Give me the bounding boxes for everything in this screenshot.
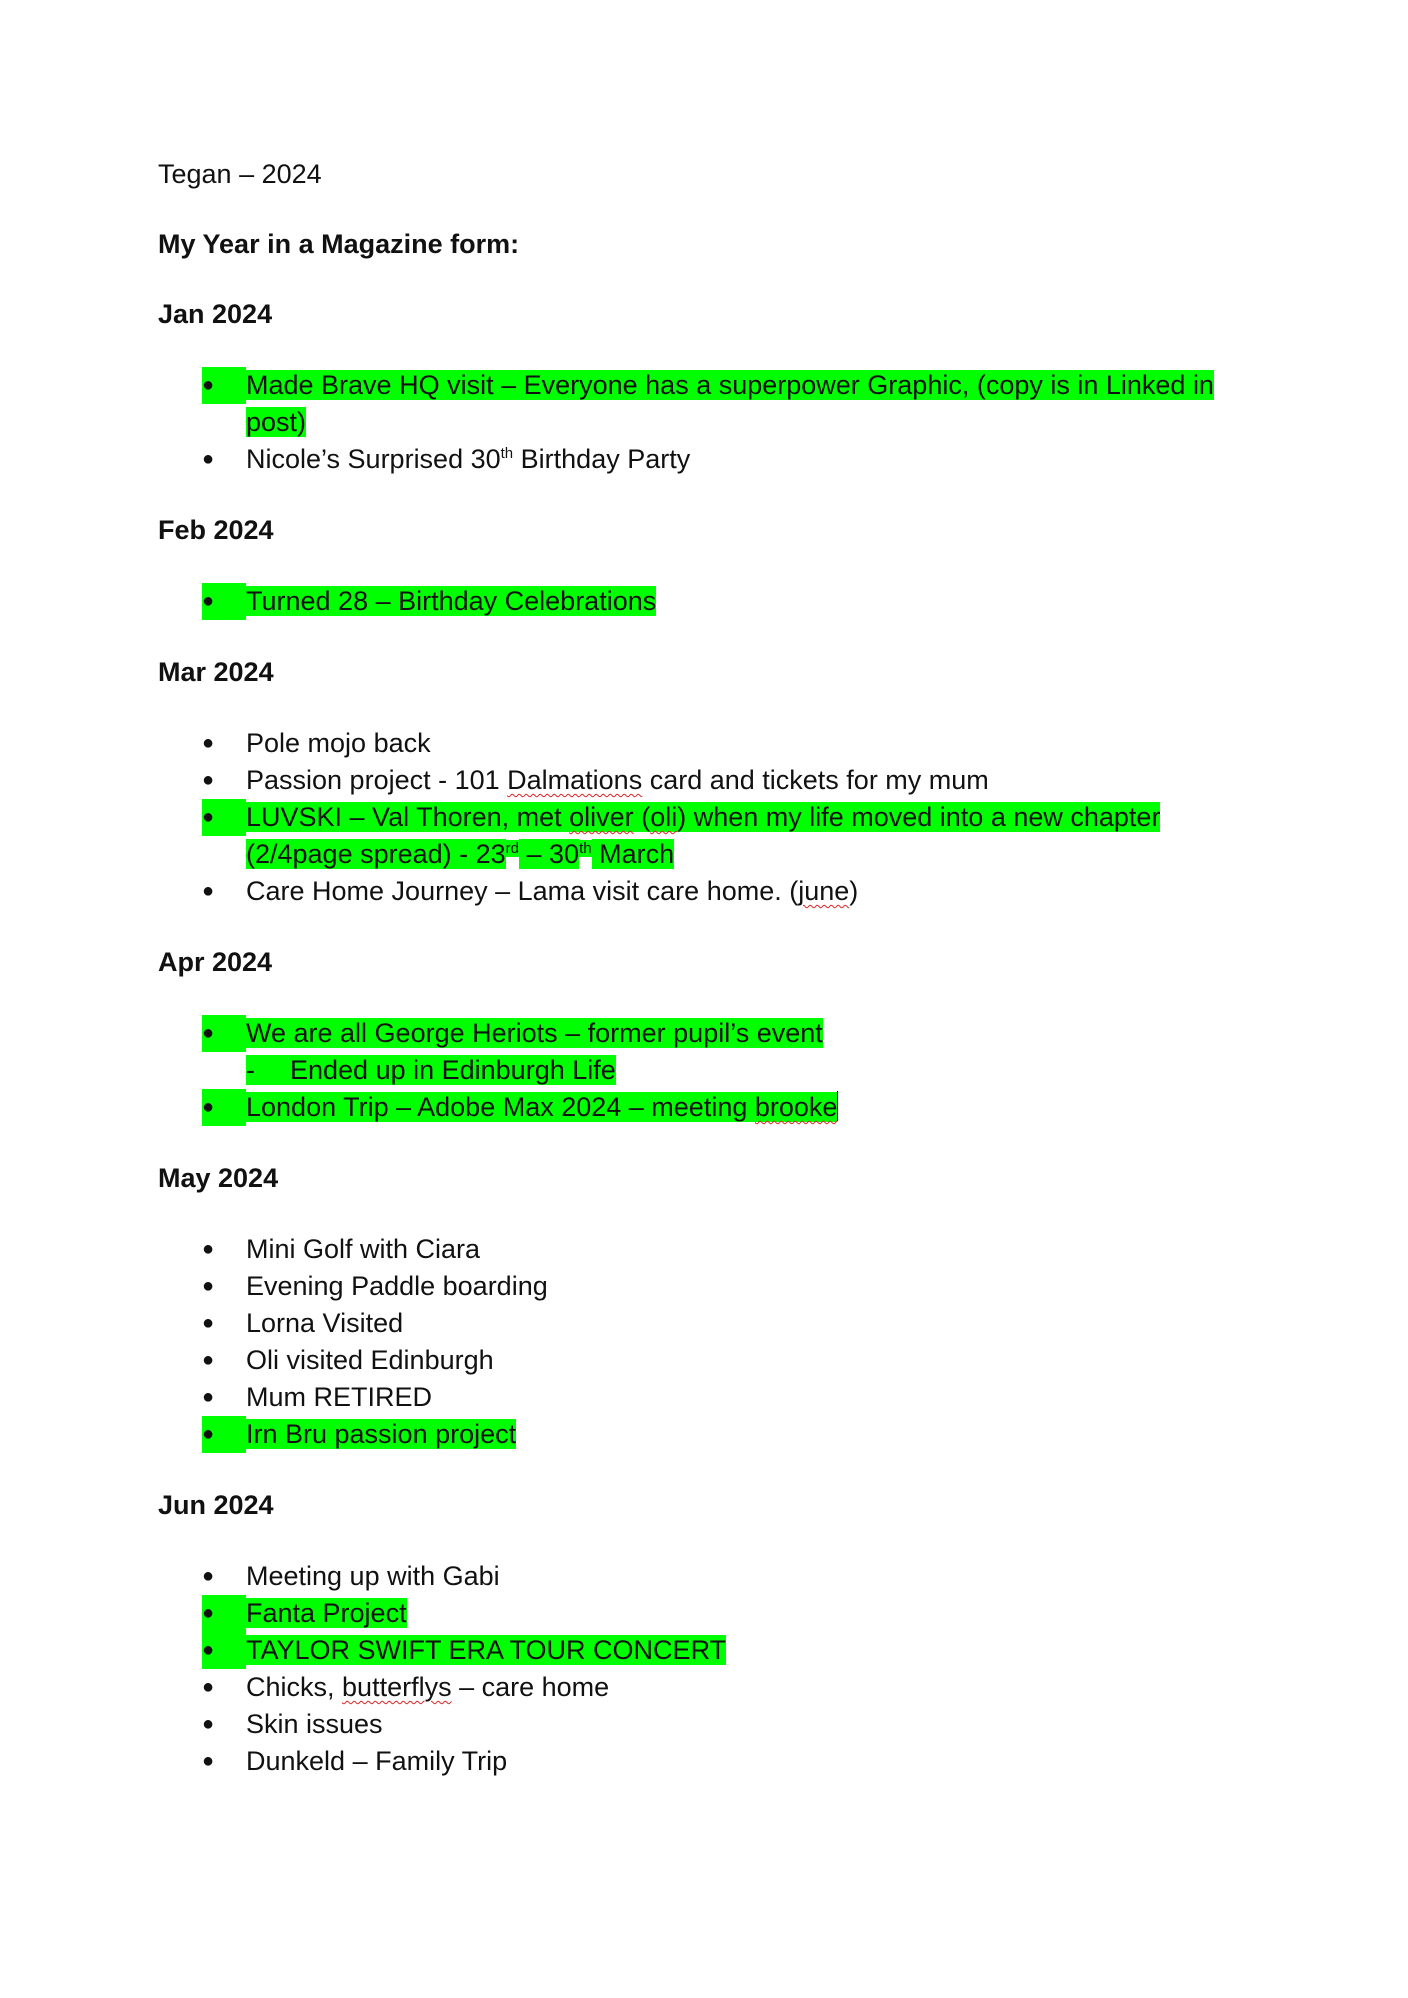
superscript: th <box>579 840 592 857</box>
list-item-text: TAYLOR SWIFT ERA TOUR CONCERT <box>246 1635 727 1665</box>
list-item-text-part: – 30 <box>519 839 580 869</box>
list-item-text-part: LUVSKI – Val Thoren, met <box>246 802 570 832</box>
list-item <box>202 583 1238 620</box>
misspelled-word[interactable]: oli <box>650 802 678 832</box>
document-title: Tegan – 2024 <box>158 159 322 189</box>
bullet-icon: ● <box>202 880 215 902</box>
text-cursor <box>837 1091 838 1121</box>
month-list-may <box>158 1231 1238 1453</box>
bullet-icon: ● <box>202 583 246 620</box>
bullet-icon: ● <box>202 1565 215 1587</box>
month-heading-jun: Jun 2024 <box>158 1490 274 1520</box>
list-item-text: Irn Bru passion project <box>246 1419 517 1449</box>
list-item-text: Skin issues <box>246 1709 383 1739</box>
list-item-text-part: Passion project - 101 <box>246 765 508 795</box>
month-heading-jan: Jan 2024 <box>158 299 273 329</box>
list-item-text-part: Birthday Party <box>513 444 691 474</box>
list-item <box>202 1305 1238 1342</box>
list-item-text: Lorna Visited <box>246 1308 404 1338</box>
list-item-text-part: ( <box>633 802 651 832</box>
list-item-text-part: March <box>591 839 675 869</box>
bullet-icon: ● <box>202 1238 215 1260</box>
list-item <box>202 1089 1238 1126</box>
document-subtitle: My Year in a Magazine form: <box>158 229 520 259</box>
bullet-icon: ● <box>202 448 215 470</box>
bullet-icon: ● <box>202 1089 246 1126</box>
list-item-text-part: Chicks, <box>246 1672 343 1702</box>
list-item-text: Mum RETIRED <box>246 1382 433 1412</box>
bullet-icon: ● <box>202 769 215 791</box>
month-list-apr <box>158 1015 1238 1126</box>
month-heading-may: May 2024 <box>158 1163 279 1193</box>
bullet-icon: ● <box>202 1416 246 1453</box>
bullet-icon: ● <box>202 1015 246 1052</box>
bullet-icon: ● <box>202 1312 215 1334</box>
list-item-text: Fanta Project <box>246 1598 407 1628</box>
list-item <box>202 1342 1238 1379</box>
month-heading-mar: Mar 2024 <box>158 657 274 687</box>
list-item-text: Dunkeld – Family Trip <box>246 1746 508 1776</box>
list-item-text: Pole mojo back <box>246 728 431 758</box>
month-heading-apr: Apr 2024 <box>158 947 273 977</box>
list-item-text: Oli visited Edinburgh <box>246 1345 494 1375</box>
list-item <box>202 441 1238 478</box>
bullet-icon: ● <box>202 1676 215 1698</box>
list-item <box>202 1743 1238 1780</box>
list-item-text: Meeting up with Gabi <box>246 1561 500 1591</box>
list-item <box>202 1595 1238 1632</box>
list-item <box>202 1558 1238 1595</box>
list-item <box>202 367 1238 441</box>
misspelled-word[interactable]: Dalmations <box>507 765 643 795</box>
bullet-icon: ● <box>202 1713 215 1735</box>
list-item-text-part: Care Home Journey – Lama visit care home. ( <box>246 876 799 906</box>
list-item <box>202 1706 1238 1743</box>
bullet-icon: ● <box>202 1275 215 1297</box>
list-item-text-part: ) when my life moved into a new chapter (2/4page spread) - 23 <box>246 802 1161 869</box>
list-item <box>202 1015 1238 1089</box>
bullet-icon: ● <box>202 1632 246 1669</box>
month-list-feb <box>158 583 1238 620</box>
list-item-text-part: ) <box>849 876 859 906</box>
bullet-icon: ● <box>202 1750 215 1772</box>
sub-list-item <box>246 1052 1238 1089</box>
list-item <box>202 762 1238 799</box>
bullet-icon: ● <box>202 367 246 404</box>
sub-list-item-text: Ended up in Edinburgh Life <box>290 1055 616 1085</box>
month-list-mar <box>158 725 1238 910</box>
list-item <box>202 1268 1238 1305</box>
bullet-icon: ● <box>202 732 215 754</box>
list-item-text-part: Nicole’s Surprised 30 <box>246 444 501 474</box>
bullet-icon: ● <box>202 799 246 836</box>
list-item <box>202 799 1238 873</box>
list-item <box>202 1379 1238 1416</box>
list-item-text: Mini Golf with Ciara <box>246 1234 481 1264</box>
list-item-text: Made Brave HQ visit – Everyone has a superpower Graphic, (copy is in Linked in post) <box>246 370 1214 437</box>
list-item-text: Evening Paddle boarding <box>246 1271 548 1301</box>
misspelled-word[interactable]: butterflys <box>342 1672 452 1702</box>
list-item-text-part: – care home <box>451 1672 610 1702</box>
list-item <box>202 873 1238 910</box>
list-item-text-part: London Trip – Adobe Max 2024 – meeting <box>246 1092 755 1122</box>
superscript: rd <box>505 840 520 857</box>
month-list-jan <box>158 367 1238 478</box>
bullet-icon: ● <box>202 1386 215 1408</box>
bullet-icon: ● <box>202 1349 215 1371</box>
bullet-icon: ● <box>202 1595 246 1632</box>
list-item <box>202 1416 1238 1453</box>
superscript: th <box>500 445 514 462</box>
list-item-text: Turned 28 – Birthday Celebrations <box>246 586 657 616</box>
list-item <box>202 725 1238 762</box>
misspelled-word[interactable]: june <box>798 876 850 906</box>
list-item-text-part: card and tickets for my mum <box>642 765 989 795</box>
month-list-jun <box>158 1558 1238 1780</box>
list-item <box>202 1669 1238 1706</box>
list-item <box>202 1632 1238 1669</box>
misspelled-word[interactable]: oliver <box>569 802 634 832</box>
misspelled-word[interactable]: brooke <box>754 1092 838 1122</box>
list-item <box>202 1231 1238 1268</box>
list-item-text: We are all George Heriots – former pupil’s event <box>246 1018 823 1048</box>
month-heading-feb: Feb 2024 <box>158 515 274 545</box>
document-page[interactable] <box>158 156 1238 1814</box>
dash-bullet: - <box>246 1055 255 1085</box>
